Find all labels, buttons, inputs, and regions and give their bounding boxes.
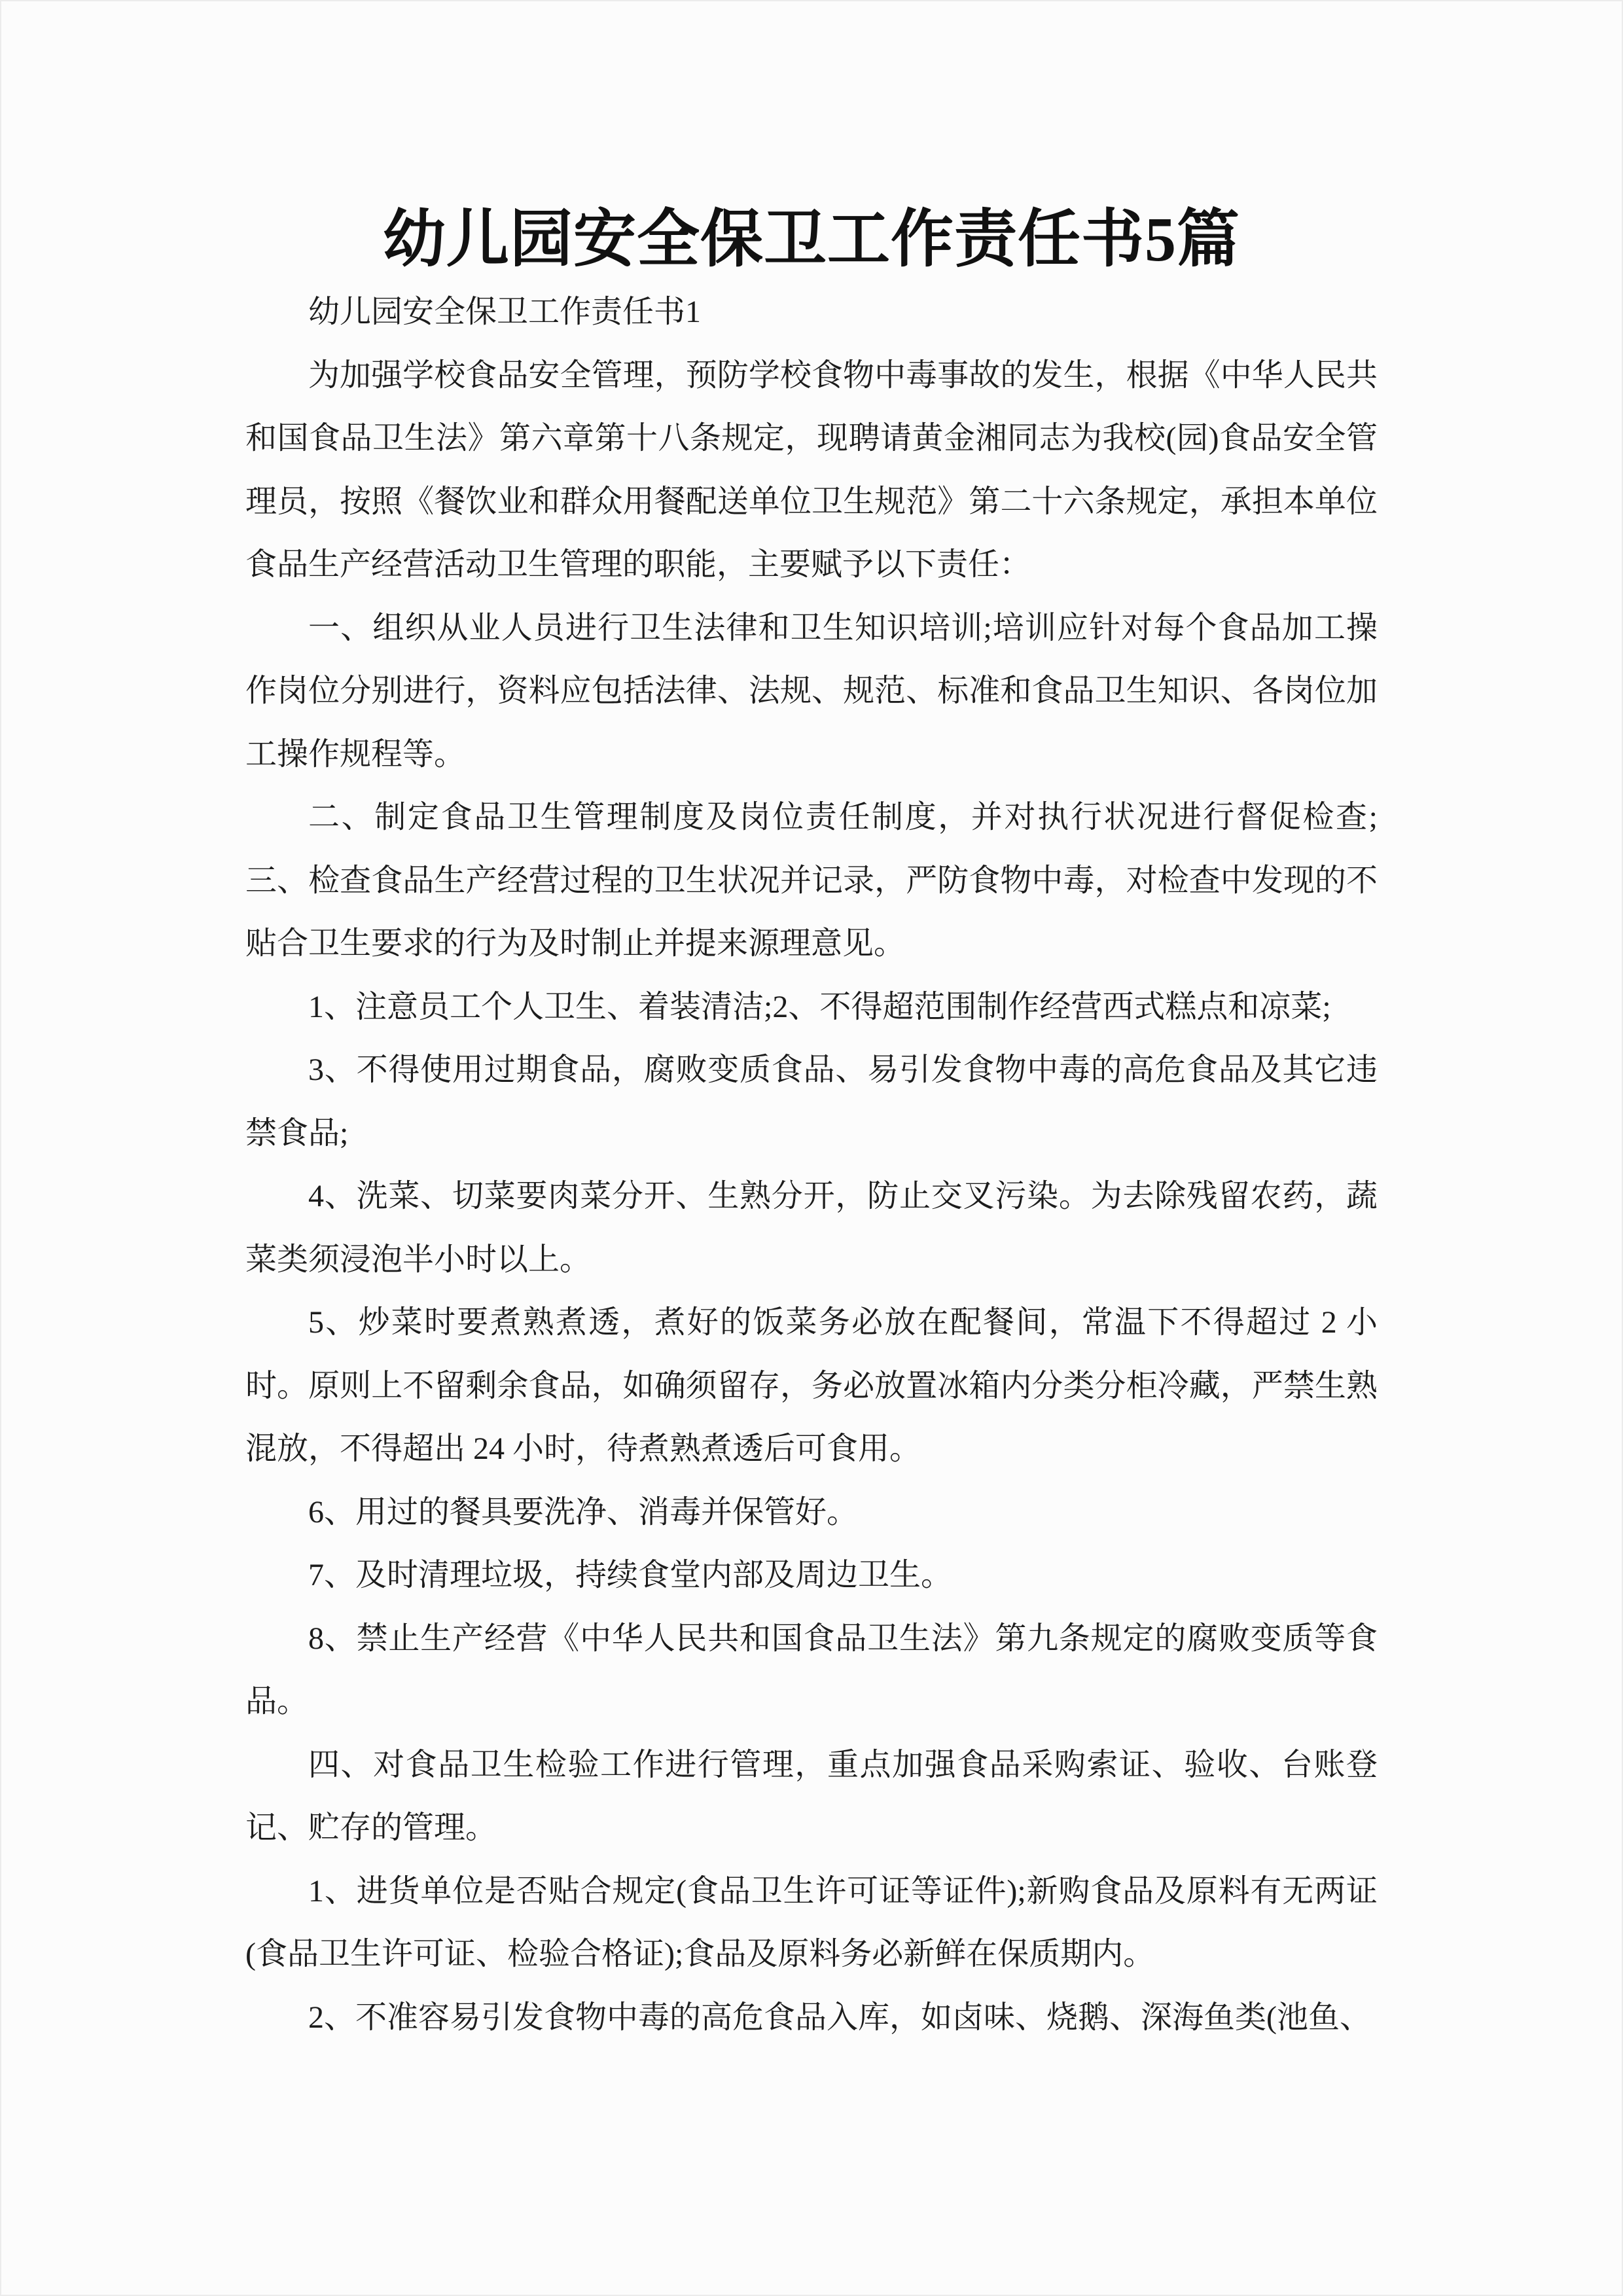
paragraph: 8、禁止生产经营《中华人民共和国食品卫生法》第九条规定的腐败变质等食品。 (245, 1621, 1378, 1719)
document-title: 幼儿园安全保卫工作责任书5篇 (383, 204, 1240, 274)
paragraph: 2、不准容易引发食物中毒的高危食品入库，如卤味、烧鹅、深海鱼类(池鱼、 (308, 2000, 1371, 2035)
paragraph: 3、不得使用过期食品，腐败变质食品、易引发食物中毒的高危食品及其它违禁食品; (245, 1052, 1378, 1151)
paragraph: 二、制定食品卫生管理制度及岗位责任制度，并对执行状况进行督促检查;三、检查食品生产经营过程的卫生状况并记录，严防食物中毒，对检查中发现的不贴合卫生要求的行为及时制止并提来源理意见。 (245, 800, 1378, 961)
paragraph: 四、对食品卫生检验工作进行管理，重点加强食品采购索证、验收、台账登记、贮存的管理。 (245, 1747, 1378, 1845)
paragraph: 4、洗菜、切菜要肉菜分开、生熟分开，防止交叉污染。为去除残留农药，蔬菜类须浸泡半小时以上。 (245, 1179, 1378, 1277)
paragraph: 7、及时清理垃圾，持续食堂内部及周边卫生。 (308, 1558, 953, 1592)
paragraph: 1、进货单位是否贴合规定(食品卫生许可证等证件);新购食品及原料有无两证(食品卫生许可证、检验合格证);食品及原料务必新鲜在保质期内。 (245, 1873, 1378, 1971)
paragraph: 5、炒菜时要煮熟煮透，煮好的饭菜务必放在配餐间，常温下不得超过 2 小时。原则上不留剩余食品，如确须留存，务必放置冰箱内分类分柜冷藏，严禁生熟混放，不得超出 24 小时，待煮熟煮透后可食用。 (245, 1305, 1378, 1466)
paragraph: 6、用过的餐具要洗净、消毒并保管好。 (308, 1494, 859, 1530)
paragraph: 一、组织从业人员进行卫生法律和卫生知识培训;培训应针对每个食品加工操作岗位分别进行，资料应包括法律、法规、规范、标准和食品卫生知识、各岗位加工操作规程等。 (245, 610, 1378, 772)
document-body (245, 281, 1378, 2049)
document-content (1, 1, 1622, 2049)
paragraph: 幼儿园安全保卫工作责任书1 (308, 295, 702, 329)
paragraph: 为加强学校食品安全管理，预防学校食物中毒事故的发生，根据《中华人民共和国食品卫生法》第六章第十八条规定，现聘请黄金湘同志为我校(园)食品安全管理员，按照《餐饮业和群众用餐配送单位卫生规范》第二十六条规定，承担本单位食品生产经营活动卫生管理的职能，主要赋予以下责任： (245, 357, 1378, 582)
paragraph: 1、注意员工个人卫生、着装清洁;2、不得超范围制作经营西式糕点和凉菜; (308, 989, 1331, 1024)
